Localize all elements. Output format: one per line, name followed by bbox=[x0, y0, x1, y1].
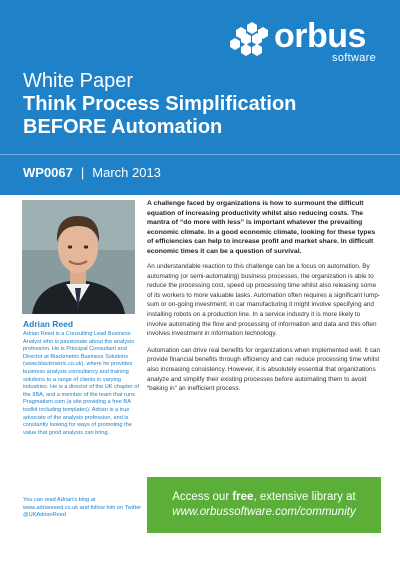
hexagon-cluster-icon bbox=[230, 22, 274, 58]
cta-prefix: Access our bbox=[172, 491, 233, 503]
author-bio: Adrian Reed is a Consulting Lead Business Analyst who is passionate about the analysis profession. He is Principal Consultant and Director at Blackmetric Business Solutions (www.blackmetric.co.uk), where he provides business analysis consultancy and training solutions to a range of clients in varying industries. He is a director of the UK chapter of the IIBA, and a member of the team that runs Pragmatism.com (a site providing a free BA toolkit including templates). Adrian is a true advocate of the analysis profession, and is constantly looking for ways of promoting the value that good analysis can bring. bbox=[23, 331, 139, 436]
title-line-1: Think Process Simplification bbox=[23, 93, 297, 115]
document-info-separator: | bbox=[80, 165, 85, 180]
community-link[interactable]: www.orbussoftware.com/community bbox=[172, 506, 356, 518]
logo-wordmark: orbus bbox=[274, 17, 366, 55]
document-code: WP0067 bbox=[23, 165, 73, 180]
body-paragraph-1: An understandable reaction to this challenge can be a focus on automation. By automating (or semi-automating) business processes, the organization is able to reduce the processing cost, speed up processing time whilst also releasing some of its workers to more valuable tasks. Automation often requires a significant lump-sum or on-going investment; in car manufacturing it might involve specifying and installing robots on a production line. In a service industry it is more likely to involve automating the flow and processing of information and data and this often involves investment in information technology. bbox=[147, 263, 381, 338]
logo-tagline: software bbox=[332, 52, 376, 64]
intro-paragraph: A challenge faced by organizations is how to surmount the difficult equation of increasing productivity whilst also reducing costs. The mantra of “do more with less” is important whatever the prevailing economic climate. In a good economic climate, looking for these types of efficiencies can help to increase profit and market share. In difficult economic times it can be a question of survival. bbox=[147, 200, 376, 255]
cta-suffix: , extensive library at bbox=[253, 491, 356, 503]
author-portrait-image bbox=[22, 200, 135, 314]
author-photo bbox=[22, 200, 135, 314]
document-info-line bbox=[23, 165, 161, 181]
document-type-label: White Paper bbox=[23, 70, 134, 92]
body-paragraph-2: Automation can drive real benefits for organizations when implemented well. It can provide financial benefits through efficiency and can reduce processing time whilst also increasing consistency. However, it is absolutely essential that organizations analyze and simplify their existing processes before automating them to avoid “baking in” an inefficient process. bbox=[147, 346, 381, 393]
cta-emphasis: free bbox=[232, 491, 254, 503]
document-date: March 2013 bbox=[92, 165, 161, 180]
header-banner bbox=[0, 0, 400, 195]
community-cta-banner[interactable] bbox=[147, 477, 381, 533]
author-name: Adrian Reed bbox=[23, 319, 74, 329]
page-title bbox=[23, 93, 383, 139]
header-divider bbox=[0, 154, 400, 155]
cta-text bbox=[147, 490, 381, 505]
title-line-2: BEFORE Automation bbox=[23, 116, 223, 138]
author-blog-note: You can read Adrian's blog at www.adrianreed.co.uk and follow him on Twitter @UKAdrianReed bbox=[23, 497, 142, 519]
article-body bbox=[147, 199, 381, 401]
orbus-logo[interactable] bbox=[230, 17, 380, 66]
